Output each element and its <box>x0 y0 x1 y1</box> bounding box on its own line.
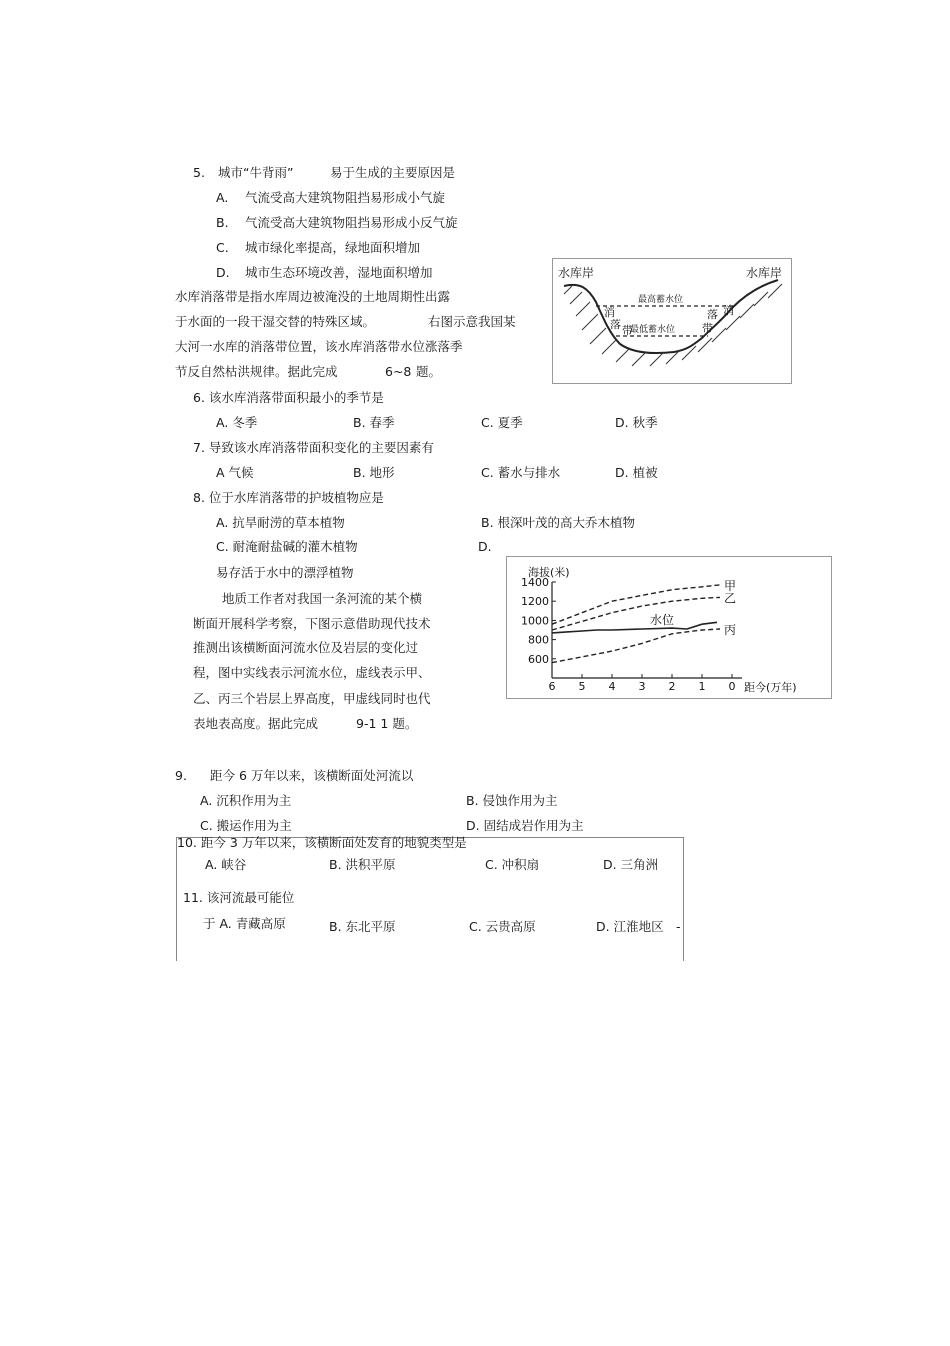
series-label-丙: 丙 <box>724 623 737 638</box>
q5-option-c: 城市绿化率提高，绿地面积增加 <box>245 240 421 255</box>
q6-option-b: B. 春季 <box>353 415 395 430</box>
q5-option-d-letter: D. <box>216 265 230 280</box>
q9-option-c: C. 搬运作用为主 <box>200 818 292 833</box>
y-axis-label: 海拔(米) <box>528 566 570 579</box>
q5-option-a-letter: A. <box>216 190 229 205</box>
q5-option-c-letter: C. <box>216 240 229 255</box>
y-tick-label: 800 <box>528 633 549 647</box>
q6-option-a: A. 冬季 <box>216 415 258 430</box>
right-bank-label: 水库岸 <box>746 266 783 280</box>
series-line-丙 <box>552 629 720 663</box>
series-line-甲 <box>552 585 720 624</box>
y-tick-label: 1200 <box>521 595 549 609</box>
passage2-line6-range: 9-1 1 题。 <box>356 716 418 731</box>
passage1-line4-end: 题。 <box>416 364 442 379</box>
x-tick-label: 6 <box>548 680 556 693</box>
q5-stem-cont: 易于生成的主要原因是 <box>330 165 456 180</box>
q9-stem: 距今 6 万年以来，该横断面处河流以 <box>210 768 414 783</box>
q8-option-d-text: 易存活于水中的漂浮植物 <box>216 565 354 580</box>
q8-option-c: C. 耐淹耐盐碱的灌木植物 <box>216 539 358 554</box>
q8-option-a: A. 抗旱耐涝的草本植物 <box>216 515 345 530</box>
q9-option-a: A. 沉积作用为主 <box>200 793 292 808</box>
q11-option-b: B. 东北平原 <box>329 919 396 934</box>
y-tick-label: 1000 <box>521 614 549 628</box>
right-zone-char1: 落 <box>707 308 718 321</box>
box-right-border <box>683 837 684 961</box>
right-zone-char3: 带 <box>702 322 713 335</box>
box-left-border <box>176 837 177 961</box>
passage1-line4: 节反自然枯洪规律。据此完成 <box>175 364 338 379</box>
q11-option-a: 于 A. 青藏高原 <box>203 916 286 931</box>
passage2-line1: 地质工作者对我国一条河流的某个横 <box>222 591 423 606</box>
q10-option-b: B. 洪积平原 <box>329 857 396 872</box>
q7-option-d: D. 植被 <box>615 465 658 480</box>
y-tick-label: 1400 <box>521 576 549 589</box>
q5-number: 5. <box>193 165 205 180</box>
high-water-label: 最高蓄水位 <box>638 295 684 305</box>
left-zone-char3: 带 <box>622 324 633 337</box>
water-level-label: 水位 <box>650 613 675 627</box>
q9-option-d: D. 固结成岩作用为主 <box>466 818 584 833</box>
left-bank-label: 水库岸 <box>558 266 595 280</box>
x-tick-label: 1 <box>698 680 706 693</box>
passage2-line4: 程，图中实线表示河流水位，虚线表示甲、 <box>193 665 431 680</box>
chart-series <box>552 579 736 663</box>
passage2-line6: 表地表高度。据此完成 <box>193 716 319 731</box>
passage2-line5: 乙、丙三个岩层上界高度，甲虚线同时也代 <box>193 691 431 706</box>
q5-option-b-letter: B. <box>216 215 229 230</box>
passage1-line3: 大河一水库的消落带位置，该水库消落带水位涨落季 <box>175 339 463 354</box>
x-tick-label: 2 <box>668 680 676 693</box>
q5-option-a: 气流受高大建筑物阻挡易形成小气旋 <box>245 190 446 205</box>
q10-stem: 10. 距今 3 万年以来，该横断面处发育的地貌类型是 <box>177 835 467 850</box>
q11-option-d: D. 江淮地区 <box>596 919 664 934</box>
passage1-line2: 于水面的一段干湿交替的特殊区域。 <box>175 314 376 329</box>
q8-stem: 8. 位于水库消落带的护坡植物应是 <box>193 490 384 505</box>
series-label-甲: 甲 <box>724 578 737 593</box>
x-tick-label: 3 <box>638 680 646 693</box>
q8-option-b: B. 根深叶茂的高大乔木植物 <box>481 515 636 530</box>
q8-option-d: D. <box>478 539 492 554</box>
q9-option-b: B. 侵蚀作用为主 <box>466 793 558 808</box>
left-zone-char2: 落 <box>610 318 621 331</box>
q5-stem: 城市“牛背雨” <box>218 165 294 180</box>
x-tick-label: 0 <box>728 680 736 693</box>
q7-option-b: B. 地形 <box>353 465 395 480</box>
river-profile-chart <box>506 556 832 699</box>
q6-option-c: C. 夏季 <box>481 415 523 430</box>
x-tick-label: 5 <box>578 680 586 693</box>
low-water-label: 最低蓄水位 <box>630 325 676 335</box>
q10-option-c: C. 冲积扇 <box>485 857 540 872</box>
q10-option-d: D. 三角洲 <box>603 857 659 872</box>
passage1-line4-range: 6~8 <box>385 364 412 379</box>
series-line-水位 <box>552 622 717 633</box>
passage1-line2-cont: 右图示意我国某 <box>428 314 516 329</box>
chart-ticks <box>521 576 736 693</box>
q6-option-d: D. 秋季 <box>615 415 658 430</box>
q5-option-d: 城市生态环境改善，湿地面积增加 <box>245 265 433 280</box>
right-zone-char2: 消 <box>723 304 734 317</box>
q11-edge-mark: - <box>676 919 681 934</box>
q10-option-a: A. 峡谷 <box>205 857 247 872</box>
q7-option-a: A 气候 <box>216 465 254 480</box>
x-tick-label: 4 <box>608 680 616 693</box>
reservoir-drawdown-figure <box>552 258 792 384</box>
x-axis-label: 距今(万年) <box>744 681 797 694</box>
q5-option-b: 气流受高大建筑物阻挡易形成小反气旋 <box>245 215 458 230</box>
passage1-line1: 水库消落带是指水库周边被淹没的土地周期性出露 <box>175 289 451 304</box>
passage2-line2: 断面开展科学考察，下图示意借助现代技术 <box>193 616 431 631</box>
passage2-line3: 推测出该横断面河流水位及岩层的变化过 <box>193 640 419 655</box>
q6-stem: 6. 该水库消落带面积最小的季节是 <box>193 390 384 405</box>
left-zone-char1: 消 <box>604 306 615 319</box>
series-label-乙: 乙 <box>724 591 737 606</box>
series-line-乙 <box>552 597 720 630</box>
q7-option-c: C. 蓄水与排水 <box>481 465 561 480</box>
q7-stem: 7. 导致该水库消落带面积变化的主要因素有 <box>193 440 434 455</box>
q11-stem: 11. 该河流最可能位 <box>183 890 295 905</box>
q9-number: 9. <box>175 768 187 783</box>
q11-option-c: C. 云贵高原 <box>469 919 536 934</box>
y-tick-label: 600 <box>528 652 549 666</box>
